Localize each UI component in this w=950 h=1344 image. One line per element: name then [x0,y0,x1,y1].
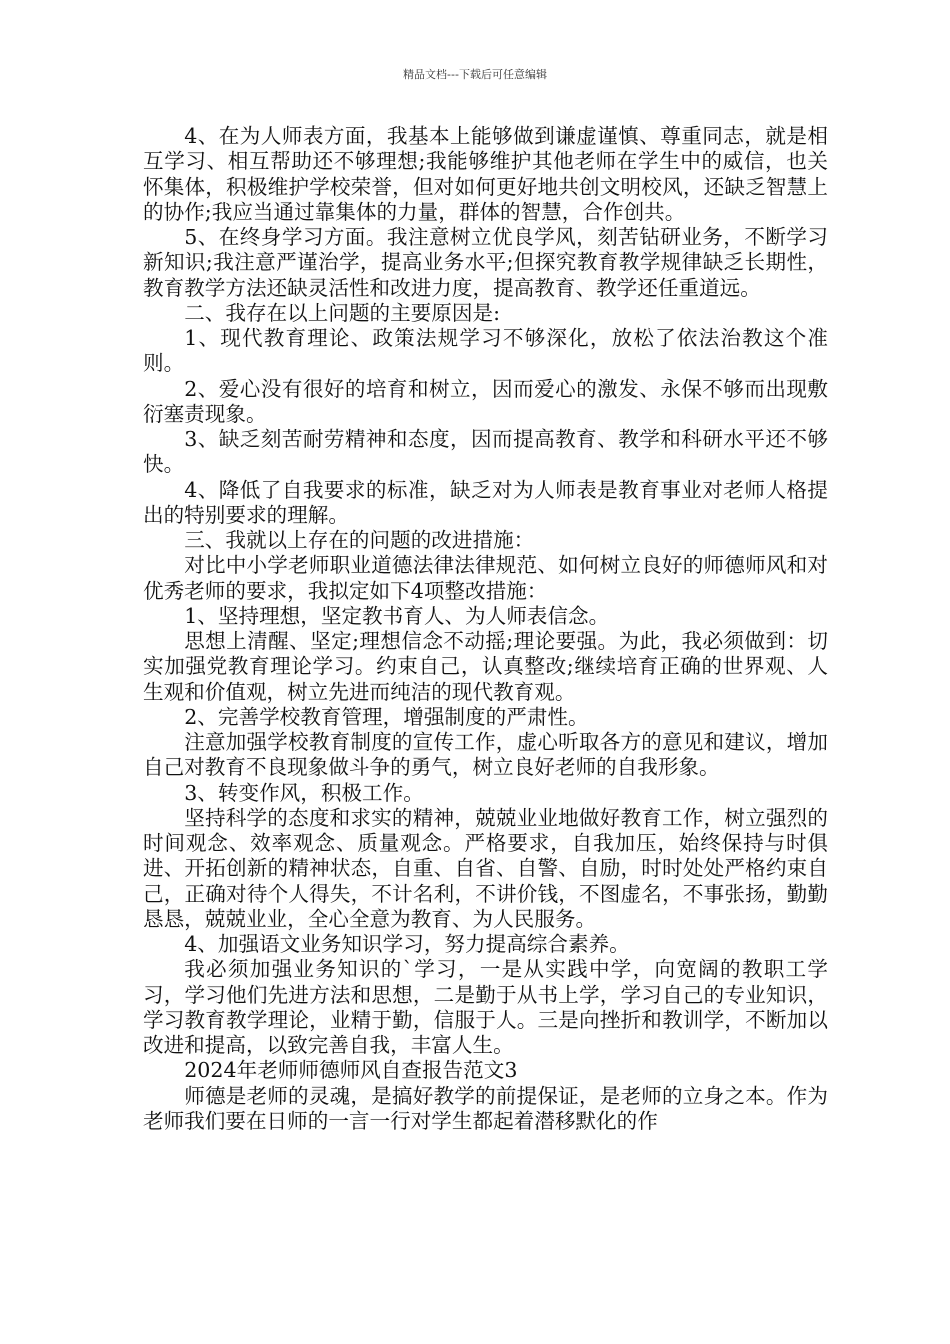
page-header: 精品文档---下载后可任意编辑 [403,68,547,81]
paragraph: 师德是老师的灵魂，是搞好教学的前提保证，是老师的立身之本。作为老师我们要在日师的一言一行对学生都起着潜移默化的作 [143,1083,828,1133]
paragraph: 4、在为人师表方面，我基本上能够做到谦虚谨慎、尊重同志，就是相互学习、相互帮助还不够理想;我能够维护其他老师在学生中的威信，也关怀集体，积极维护学校荣誉，但对如何更好地共创文明校风，还缺乏智慧上的协作;我应当通过靠集体的力量，群体的智慧，合作创共。 [143,124,828,224]
paragraph: 2、完善学校教育管理，增强制度的严肃性。 [184,704,589,729]
paragraph: 2、爱心没有很好的培育和树立，因而爱心的激发、永保不够而出现敷衍塞责现象。 [143,376,828,426]
paragraph: 注意加强学校教育制度的宣传工作，虚心听取各方的意见和建议，增加自己对教育不良现象做斗争的勇气，树立良好老师的自我形象。 [143,730,828,780]
paragraph: 思想上清醒、坚定;理想信念不动摇;理论要强。为此，我必须做到：切实加强党教育理论学习。约束自己，认真整改;继续培育正确的世界观、人生观和价值观，树立先进而纯洁的现代教育观。 [143,629,828,704]
document-body [143,124,828,1134]
section-heading: 二、我存在以上问题的主要原因是: [184,300,501,325]
section-heading: 三、我就以上存在的问题的改进措施： [184,528,535,552]
paragraph: 1、坚持理想，坚定教书育人、为人师表信念。 [184,603,610,628]
section-heading: 2024年老师师德师风自查报告范文3 [184,1058,518,1083]
paragraph: 3、转变作风，积极工作。 [184,780,424,805]
paragraph: 我必须加强业务知识的`学习，一是从实践中学，向宽阔的教职工学习，学习他们先进方法和思想，二是勤于从书上学，学习自己的专业知识，学习教育教学理论，业精于勤，信服于人。三是向挫折和教训学，不断加以改进和提高，以致完善自我，丰富人生。 [143,957,828,1057]
paragraph: 3、缺乏刻苦耐劳精神和态度，因而提高教育、教学和科研水平还不够快。 [143,427,828,477]
paragraph: 1、现代教育理论、政策法规学习不够深化，放松了依法治教这个准则。 [143,326,828,376]
paragraph: 4、加强语文业务知识学习，努力提高综合素养。 [184,932,630,956]
paragraph: 4、降低了自我要求的标准，缺乏对为人师表是教育事业对老师人格提出的特别要求的理解。 [143,477,828,527]
paragraph: 坚持科学的态度和求实的精神，兢兢业业地做好教育工作，树立强烈的时间观念、效率观念、质量观念。严格要求，自我加压，始终保持与时俱进、开拓创新的精神状态，自重、自省、自警、自励，时时处处严格约束自己，正确对待个人得失，不计名利，不讲价钱，不图虚名，不事张扬，勤勤恳恳，兢兢业业，全心全意为教育、为人民服务。 [143,805,828,931]
paragraph: 对比中小学老师职业道德法律法律规范、如何树立良好的师德师风和对优秀老师的要求，我拟定如下4项整改措施： [143,553,828,603]
paragraph: 5、在终身学习方面。我注意树立优良学风，刻苦钻研业务，不断学习新知识;我注意严谨治学，提高业务水平;但探究教育教学规律缺乏长期性，教育教学方法还缺灵活性和改进力度，提高教育、教学还任重道远。 [143,225,828,300]
